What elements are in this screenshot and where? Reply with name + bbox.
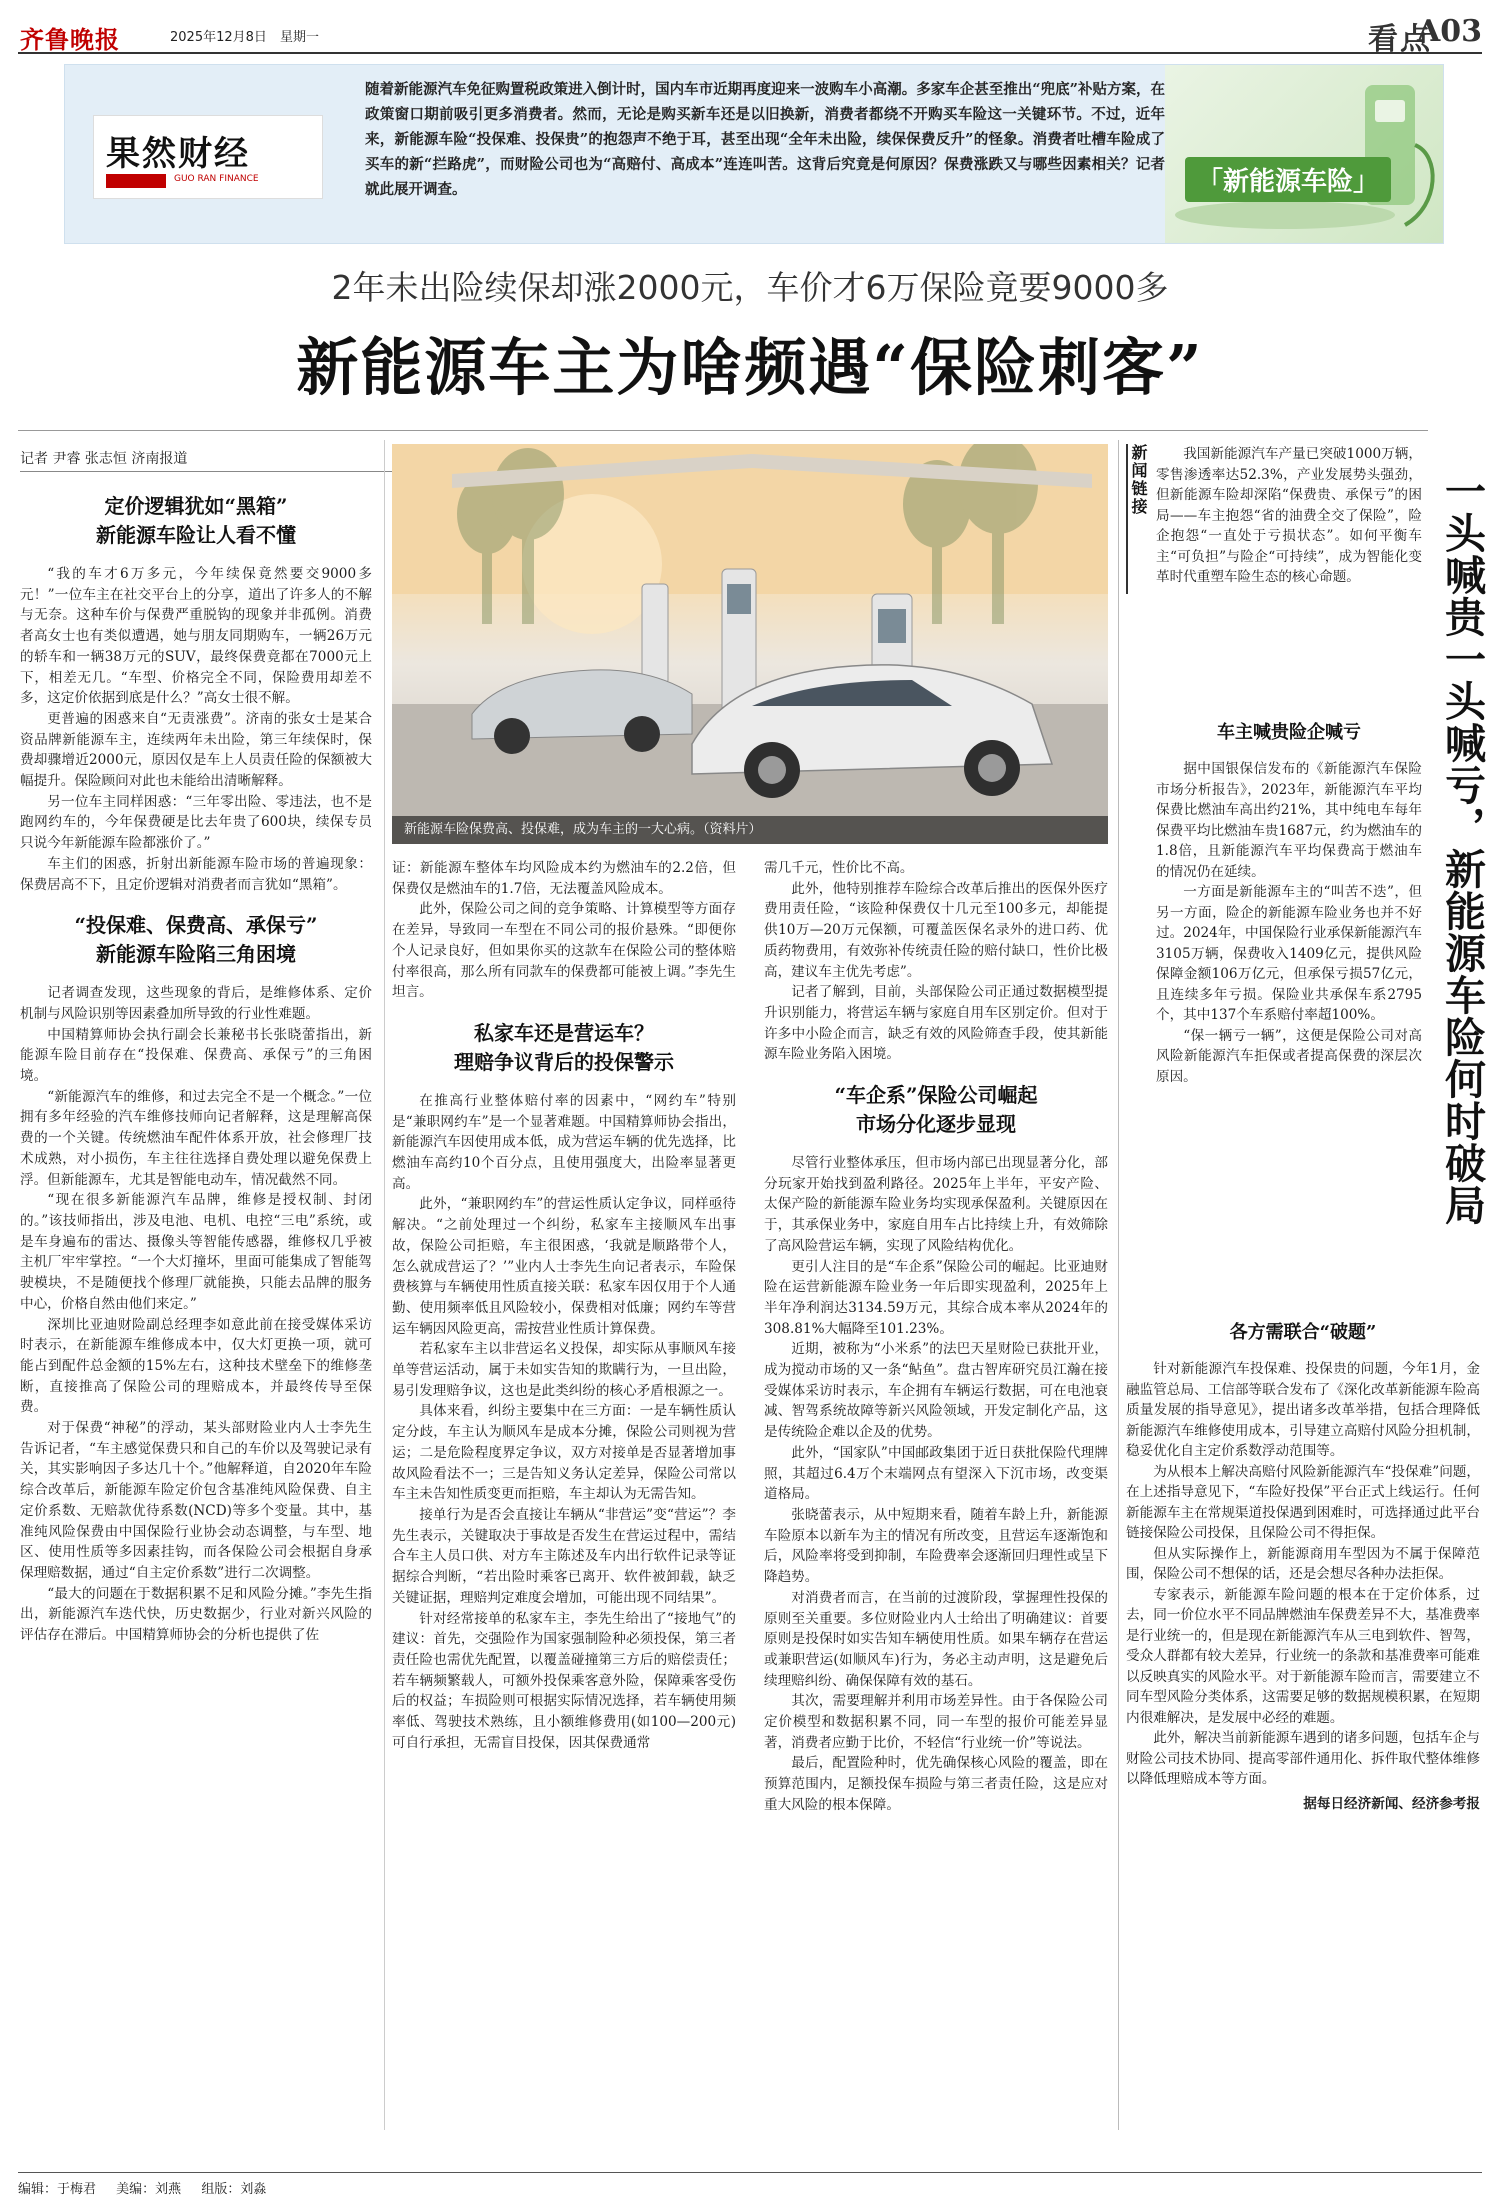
paragraph: 此外，“国家队”中国邮政集团于近日获批保险代理牌照，其超过6.4万个末端网点有望深入下沉市场，改变渠道格局。	[764, 1444, 1108, 1503]
sidebar-subhead: 各方需联合“破题”	[1229, 1322, 1377, 1343]
paragraph: 但从实际操作上，新能源商用车型因为不属于保障范围，保险公司不想保的话，还是会想尽各种办法拒保。	[1126, 1545, 1480, 1582]
column-divider	[384, 440, 385, 2130]
column-logo	[93, 115, 323, 199]
sidebar-body	[1156, 718, 1422, 1087]
paragraph: 记者调查发现，这些现象的背后，是维修体系、定价机制与风险识别等因素叠加所导致的行业性难题。	[20, 985, 372, 1022]
paragraph: 针对新能源汽车投保难、投保贵的问题，今年1月，金融监管总局、工信部等联合发布了《深化改革新能源车险高质量发展的指导意见》，提出诸多改革举措，包括合理降低新能源汽车维修使用成本，引导建立高赔付风险分担机制，稳妥优化自主定价系数浮动范围等。	[1126, 1361, 1480, 1459]
paragraph: “新能源汽车的维修，和过去完全不是一个概念。”一位拥有多年经验的汽车维修技师向记者解释，这是理解高保费的一个关键。传统燃油车配件体系开放，社会修理厂技术成熟，对小损伤，车主往往选择自费处理以避免保费上浮。但新能源车，尤其是智能电动车，情况截然不同。	[20, 1088, 372, 1188]
section-subhead: 定价逻辑犹如“黑箱” 新能源车险让人看不懂	[96, 494, 296, 547]
paragraph: 另一位车主同样困惑：“三年零出险、零违法，也不是跑网约车的，今年保费硬是比去年贵了600块，续保专员只说今年新能源车险都涨价了。”	[20, 793, 372, 852]
news-photo	[392, 444, 1108, 844]
paragraph: 若私家车主以非营运名义投保，却实际从事顺风车接单等营运活动，属于未如实告知的欺瞒行为，一旦出险，易引发理赔争议，这也是此类纠纷的核心矛盾根源之一。	[392, 1341, 736, 1399]
paragraph: 接单行为是否会直接让车辆从“非营运”变“营运”？李先生表示，关键取决于事故是否发生在营运过程中，需结合车主人员口供、对方车主陈述及车内出行软件记录等证据综合判断，“若出险时乘客已离开、软件被卸载，缺乏关键证据，理赔判定难度会增加，可能出现不同结果”。	[392, 1506, 736, 1606]
paragraph: 为从根本上解决高赔付风险新能源汽车“投保难”问题，在上述指导意见下，“车险好投保”平台正式上线运行。任何新能源车主在常规渠道投保遇到困难时，可选择通过此平台链接保险公司投保，且保险公司不得拒保。	[1126, 1463, 1480, 1541]
sidebar-body-2	[1126, 1318, 1480, 1814]
paragraph: 针对经常接单的私家车主，李先生给出了“接地气”的建议：首先，交强险作为国家强制险种必须投保，第三者责任险也需优先配置，以覆盖碰撞第三方后的赔偿责任；若车辆频繁载人，可额外投保乘客意外险，保障乘客受伤后的权益；车损险则可根据实际情况选择，若车辆使用频率低、驾驶技术熟练，且小额维修费用(如100—200元)可自行承担，无需盲目投保，因其保费通常	[392, 1610, 736, 1751]
paragraph: 具体来看，纠纷主要集中在三方面：一是车辆性质认定分歧，车主认为顺风车是成本分摊，保险公司则视为营运；二是危险程度界定争议，双方对接单是否显著增加事故风险看法不一；三是告知义务认定差异，保险公司常以车主未告知性质变更而拒赔，车主却认为无需告知。	[392, 1403, 736, 1503]
ev-charger-illustration	[1165, 65, 1444, 244]
paragraph: 记者了解到，目前，头部保险公司正通过数据模型提升识别能力，将营运车辆与家庭自用车区别定价。但对于许多中小险企而言，缺乏有效的风险筛查手段，使其新能源车险业务陷入困境。	[764, 984, 1108, 1063]
paragraph: 对消费者而言，在当前的过渡阶段，掌握理性投保的原则至关重要。多位财险业内人士给出了明确建议：首要原则是投保时如实告知车辆使用性质。如果车辆存在营运或兼职营运(如顺风车)行为，务必主动声明，这是避免后续理赔纠纷、确保保障有效的基石。	[764, 1589, 1108, 1689]
footer	[18, 2172, 1482, 2197]
paragraph: 深圳比亚迪财险副总经理李如意此前在接受媒体采访时表示，在新能源车维修成本中，仅大灯更换一项，就可能占到配件总金额的15%左右，这种技术壁垒下的维修垄断，直接推高了保险公司的理赔成本，并最终传导至保费。	[20, 1316, 372, 1416]
paragraph: “保一辆亏一辆”，这便是保险公司对高风险新能源汽车拒保或者提高保费的深层次原因。	[1156, 1027, 1422, 1085]
paragraph: “现在很多新能源汽车品牌，维修是授权制、封闭的。”该技师指出，涉及电池、电机、电控“三电”系统，或是车身遍布的雷达、摄像头等智能传感器，维修权几乎被主机厂牢牢掌控。“一个大灯撞坏，里面可能集成了智能驾驶模块，不是随便找个修理厂就能换，只能去品牌的服务中心，价格自然由他们来定。”	[20, 1192, 372, 1312]
banner-illustration	[1165, 65, 1444, 244]
byline: 记者 尹睿 张志恒 济南报道	[20, 448, 400, 472]
paragraph: 我国新能源汽车产量已突破1000万辆，零售渗透率达52.3%，产业发展势头强劲，但新能源车险却深陷“保费贵、承保亏”的困局——车主抱怨“省的油费全交了保险”，险企抱怨“一直处于亏损状态”。如何平衡车主“可负担”与险企“可持续”，成为智能化变革时代重塑车险生态的核心命题。	[1156, 446, 1422, 585]
photo-caption: 新能源车险保费高、投保难，成为车主的一大心病。（资料片）	[392, 816, 1108, 844]
paragraph: “我的车才6万多元，今年续保竟然要交9000多元！”一位车主在社交平台上的分享，道出了许多人的不解与无奈。这种车价与保费严重脱钩的现象并非孤例。消费者高女士也有类似遭遇，她与朋友同期购车，一辆26万元的轿车和一辆38万元的SUV，最终保费竟都在7000元上下，相差无几。“车型、价格完全不同，保险费用却差不多，这定价依据到底是什么？”高女士很不解。	[20, 566, 372, 707]
sidebar-source: 据每日经济新闻、经济参考报	[1303, 1795, 1480, 1812]
issue-date: 2025年12月8日	[170, 30, 267, 45]
paragraph: 在推高行业整体赔付率的因素中，“网约车”特别是“兼职网约车”是一个显著难题。中国精算师协会指出，新能源汽车因使用成本低，成为营运车辆的优先选择，比燃油车高约10个百分点，且使用强度大，出险率显著更高。	[392, 1092, 736, 1192]
column-logo-text: 果然财经	[106, 134, 250, 174]
paragraph: 此外，保险公司之间的竞争策略、计算模型等方面存在差异，导致同一车型在不同公司的报价悬殊。“即便你个人记录良好，但如果你买的这款车在保险公司的整体赔付率很高，那么所有同款车的保费都可能被上调。”李先生坦言。	[392, 901, 736, 1001]
paper-logo: 齐鲁晚报	[20, 25, 120, 54]
article-column-1	[20, 476, 372, 1646]
paragraph: 其次，需要理解并利用市场差异性。由于各保险公司定价模型和数据积累不同，同一车型的报价可能差异显著，消费者应勤于比价，不轻信“行业统一价”等说法。	[764, 1693, 1108, 1751]
sidebar-subhead: 车主喊贵险企喊亏	[1217, 722, 1361, 743]
news-link-label: 新闻链接	[1129, 444, 1148, 516]
banner-tag: 「新能源车险」	[1185, 157, 1391, 202]
section-label: 看点	[1368, 22, 1432, 57]
divider	[18, 430, 1428, 431]
paragraph: 此外，“兼职网约车”的营运性质认定争议，同样亟待解决。“之前处理过一个纠纷，私家车主接顺风车出事故，保险公司拒赔，车主很困惑，‘我就是顺路带个人，怎么就成营运了？’”业内人士李先生向记者表示，车险保费核算与车辆使用性质直接关联：私家车因仅用于个人通勤、使用频率低且风险较小，保费相对低廉；网约车等营运车辆因风险更高，需按营业性质计算保费。	[392, 1196, 736, 1337]
paragraph: 最后，配置险种时，优先确保核心风险的覆盖，即在预算范围内，足额投保车损险与第三者责任险，这是应对重大风险的根本保障。	[764, 1755, 1108, 1813]
paragraph: 近期，被称为“小米系”的法巴天星财险已获批开业，成为搅动市场的又一条“鲇鱼”。盘古智库研究员江瀚在接受媒体采访时表示，车企拥有车辆运行数据，可在电池衰减、智驾系统故障等新兴风险领域，开发定制化产品，这是传统险企难以企及的优势。	[764, 1341, 1108, 1441]
masthead	[18, 6, 1482, 57]
paragraph: 据中国银保信发布的《新能源汽车保险市场分析报告》，2023年，新能源汽车平均保费比燃油车高出约21%，其中纯电车每年保费平均比燃油车贵1687元，约为燃油车的1.8倍，且新能源汽车平均保费高于燃油车的情况仍在延续。	[1156, 761, 1422, 880]
section-subhead: “投保难、保费高、承保亏” 新能源车险陷三角困境	[74, 913, 318, 967]
subheadline: 2年未出险续保却涨2000元，车价才6万保险竟要9000多	[331, 268, 1169, 307]
column-logo-bar	[106, 174, 166, 188]
paragraph: 此外，他特别推荐车险综合改革后推出的医保外医疗费用责任险，“该险种保费仅十几元至100多元，却能提供10万—20万元保额，可覆盖医保名录外的进口药、优质药物费用，有效弥补传统责任险的赔付缺口，性价比极高，建议车主优先考虑”。	[764, 880, 1108, 980]
section-subhead: 私家车还是营运车？ 理赔争议背后的投保警示	[454, 1020, 674, 1074]
page-number: A03	[1416, 14, 1482, 49]
paragraph: 需几千元，性价比不高。	[764, 860, 914, 876]
paragraph: “最大的问题在于数据积累不足和风险分摊。”李先生指出，新能源汽车迭代快，历史数据少，行业对新兴风险的评估存在滞后。中国精算师协会的分析也提供了佐	[20, 1585, 372, 1644]
headline: 新能源车主为啥频遇“保险刺客”	[296, 331, 1204, 404]
paragraph: 更引人注目的是“车企系”保险公司的崛起。比亚迪财险在运营新能源车险业务一年后即实现盈利，2025年上半年净利润达3134.59万元，其综合成本率从2024年的308.81%大幅降至101.23%。	[764, 1258, 1108, 1337]
footer-editor: 编辑：于梅君	[18, 2182, 97, 2197]
paragraph: 车主们的困惑，折射出新能源车险市场的普遍现象：保费居高不下，且定价逻辑对消费者而言犹如“黑箱”。	[20, 855, 372, 893]
paragraph: 中国精算师协会执行副会长兼秘书长张晓蕾指出，新能源车险目前存在“投保难、保费高、承保亏”的三角困境。	[20, 1026, 372, 1085]
intro-text: 随着新能源汽车免征购置税政策进入倒计时，国内车市近期再度迎来一波购车小高潮。多家车企甚至推出“兜底”补贴方案，在政策窗口期前吸引更多消费者。然而，无论是购买新车还是以旧换新，消费者都绕不开购买车险这一关键环节。不过，近年来，新能源车险“投保难、投保贵”的抱怨声不绝于耳，甚至出现“全年未出险，续保保费反升”的怪象。消费者吐槽车险成了买车的新“拦路虎”，而财险公司也为“高赔付、高成本”连连叫苦。这背后究竟是何原因？保费涨跌又与哪些因素相关？记者就此展开调查。	[365, 81, 1165, 198]
paragraph: 张晓蕾表示，从中短期来看，随着车龄上升，新能源车险原本以新车为主的情况有所改变，且营运车逐渐饱和后，风险率将受到抑制，车险费率会逐渐回归理性或呈下降趋势。	[764, 1506, 1108, 1586]
column-divider	[1118, 440, 1119, 2130]
intro-banner	[64, 64, 1444, 244]
paragraph: 一方面是新能源车主的“叫苦不迭”，但另一方面，险企的新能源车险业务也并不好过。2024年，中国保险行业承保新能源汽车3105万辆，保费收入1409亿元，提供风险保障金额106万亿元，但承保亏损57亿元，且连续多年亏损。保险业共承保车系2795个，其中137个车系赔付率超100%。	[1156, 884, 1422, 1023]
paragraph: 更普遍的困惑来自“无责涨费”。济南的张女士是某合资品牌新能源车主，连续两年未出险，第三年续保时，保费却骤增近2000元，原因仅是车上人员责任险的保额被大幅提升。保险顾问对此也未能给出清晰解释。	[20, 710, 372, 790]
footer-layout: 组版：刘淼	[201, 2182, 267, 2197]
sidebar-intro	[1156, 444, 1422, 588]
section-subhead: “车企系”保险公司崛起 市场分化逐步显现	[834, 1083, 1038, 1137]
footer-art-editor: 美编：刘燕	[116, 2182, 182, 2197]
sidebar-title: 一头喊贵一头喊亏，新能源车险何时破局	[1438, 470, 1486, 1226]
paragraph: 对于保费“神秘”的浮动，某头部财险业内人士李先生告诉记者，“车主感觉保费只和自己的车价以及驾驶记录有关，其实影响因子多达几十个。”他解释道，自2020年车险综合改革后，新能源车险定价包含基准纯风险保费、自主定价系数、无赔款优待系数(NCD)等多个变量。其中，基准纯风险保费由中国保险行业协会动态调整，与车型、地区、使用性质等多因素挂钩，而各保险公司会根据自身承保理赔数据，通过“自主定价系数”进行二次调整。	[20, 1420, 372, 1581]
ev-charging-scene	[392, 444, 1108, 844]
article-column-3	[764, 858, 1108, 1816]
paragraph: 专家表示，新能源车险问题的根本在于定价体系，过去，同一价位水平不同品牌燃油车保费差异不大，基准费率是行业统一的，但是现在新能源汽车从三电到软件、智驾，受众人群都有较大差异，行业统一的条款和基准费率可能难以反映真实的风险水平。对于新能源车险而言，需要建立不同车型风险分类体系，这需要足够的数据规模积累，在短期内很难解决，是发展中必经的难题。	[1126, 1586, 1480, 1726]
article-column-2	[392, 858, 736, 1753]
paragraph: 尽管行业整体承压，但市场内部已出现显著分化，部分玩家开始找到盈利路径。2025年上半年，平安产险、太保产险的新能源车险业务均实现承保盈利。关键原因在于，其承保业务中，家庭自用车占比持续上升，有效筛除了高风险营运车辆，实现了风险结构优化。	[764, 1155, 1108, 1254]
paragraph: 证：新能源车整体车均风险成本约为燃油车的2.2倍，但保费仅是燃油车的1.7倍，无法覆盖风险成本。	[392, 860, 736, 897]
column-logo-en: GUO RAN FINANCE	[174, 174, 259, 184]
weekday: 星期一	[280, 30, 320, 45]
paragraph: 此外，解决当前新能源车遇到的诸多问题，包括车企与财险公司技术协同、提高零部件通用化、拆件取代整体维修以降低理赔成本等方面。	[1126, 1730, 1480, 1787]
